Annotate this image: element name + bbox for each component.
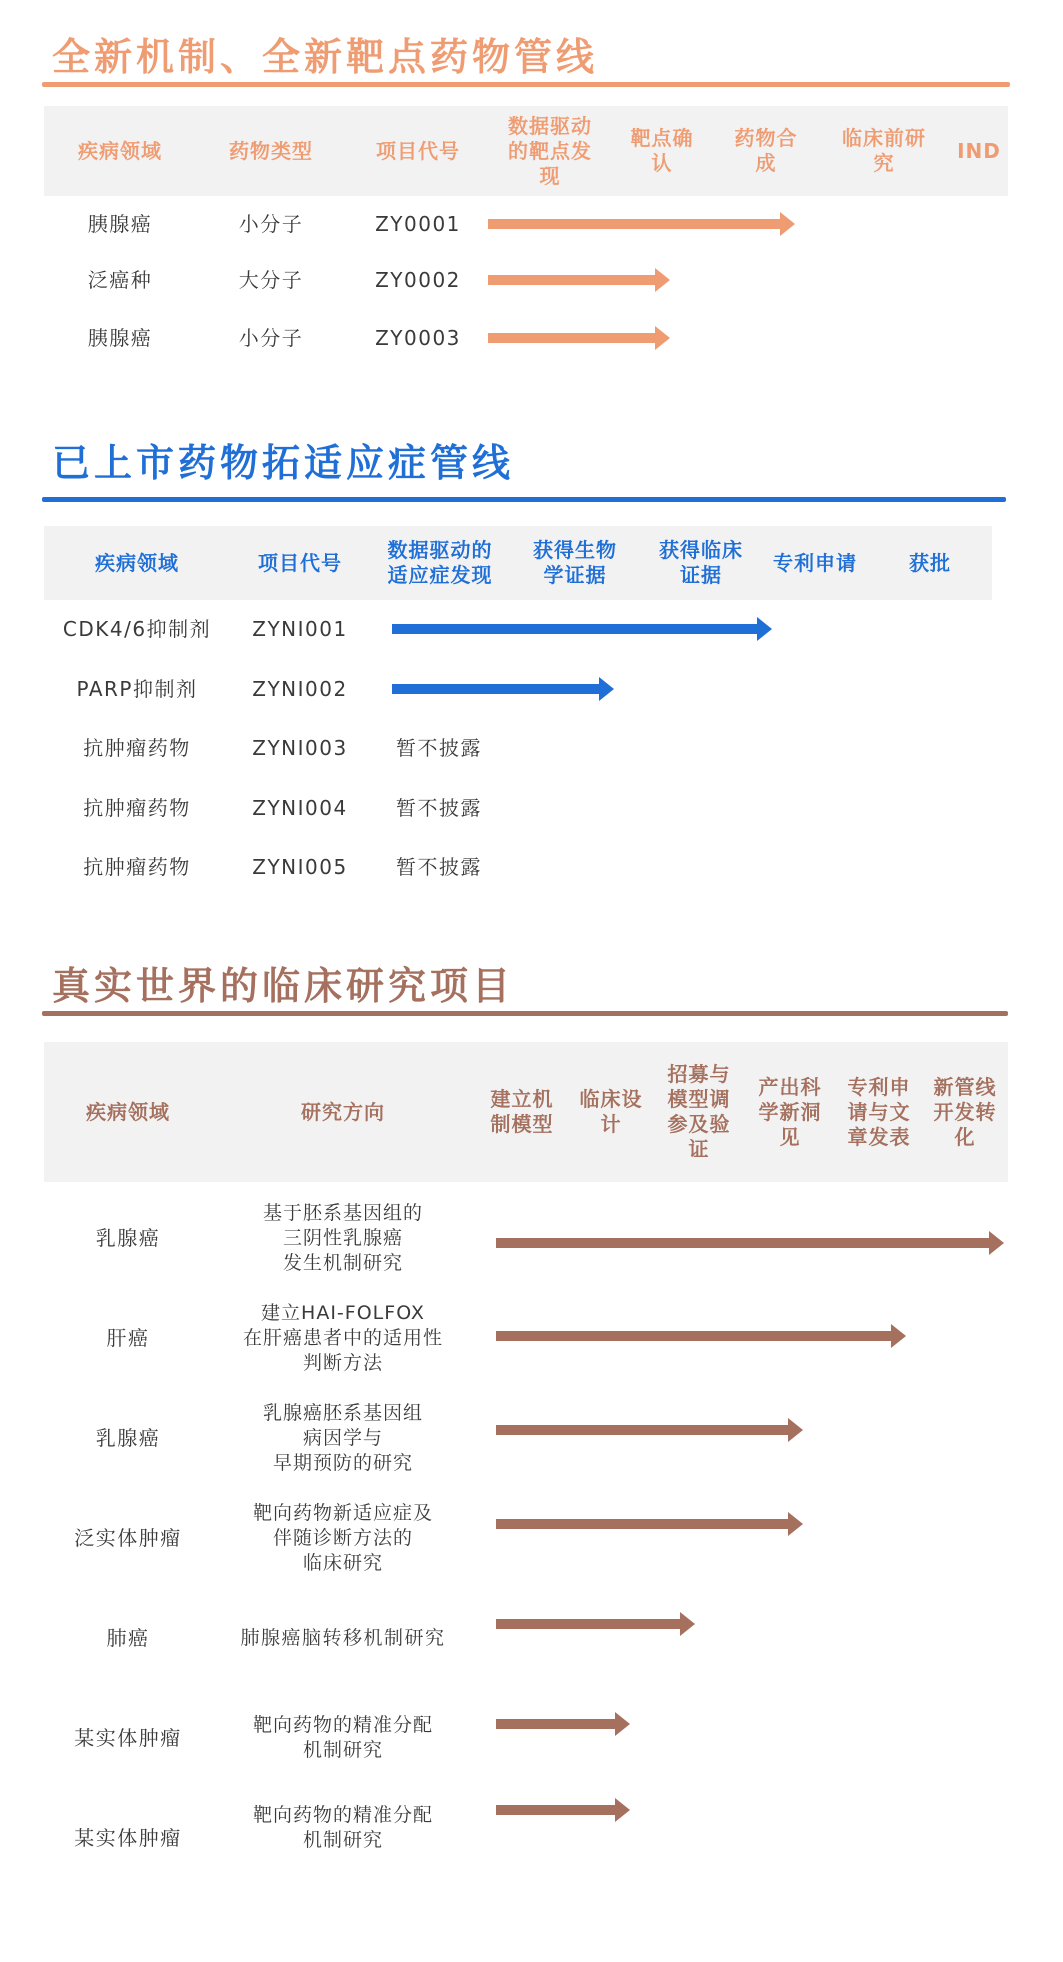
section3-header-1: 研究方向: [301, 1099, 385, 1124]
section2-row3-area: 抗肿瘤药物: [83, 795, 191, 820]
section1-row2-code: ZY0003: [375, 325, 461, 350]
section3-row2-area: 乳腺癌: [95, 1425, 161, 1450]
section1-row0-area: 胰腺癌: [87, 211, 153, 236]
section3-row1-area: 肝癌: [106, 1325, 150, 1350]
section2-row1-area: PARP抑制剂: [76, 676, 198, 701]
section3-header-7: 新管线 开发转 化: [933, 1074, 997, 1149]
section1-row2-type: 小分子: [238, 325, 304, 350]
section1-header-4: 靶点确 认: [630, 126, 694, 175]
section3-row1-direction: 建立HAI-FOLFOX 在肝癌患者中的适用性 判断方法: [242, 1301, 443, 1374]
section1-row0-type: 小分子: [238, 211, 304, 236]
section1-row1-area: 泛癌种: [87, 267, 153, 292]
section1-title: 全新机制、全新靶点药物管线: [52, 35, 599, 79]
section3-row4-direction: 肺腺癌脑转移机制研究: [240, 1626, 446, 1649]
section2-row2-code: ZYNI003: [252, 735, 348, 760]
section2-row0-area: CDK4/6抑制剂: [62, 616, 212, 641]
section2-header-2: 数据驱动的 适应症发现: [387, 538, 493, 587]
section1-header-7: IND: [957, 138, 1001, 163]
section1-row1-type: 大分子: [238, 267, 304, 292]
section3-header-0: 疾病领域: [86, 1099, 170, 1124]
section1-row2-area: 胰腺癌: [87, 325, 153, 350]
section1-row2-progress-arrow: [488, 326, 670, 350]
section2-title: 已上市药物拓适应症管线: [52, 441, 515, 485]
section2-row2-status: 暂不披露: [396, 735, 482, 760]
section3-row5-progress-arrow: [496, 1712, 630, 1736]
section3-row5-direction: 靶向药物的精准分配 机制研究: [252, 1714, 433, 1761]
section1-header-6: 临床前研 究: [842, 126, 926, 175]
section3-row6-progress-arrow: [496, 1798, 630, 1822]
section3-header-3: 临床设 计: [579, 1087, 643, 1136]
section3-header-4: 招募与 模型调 参及验 证: [667, 1062, 731, 1161]
section3-header-5: 产出科 学新洞 见: [758, 1074, 822, 1149]
section2-row1-code: ZYNI002: [252, 676, 348, 701]
section3-row0-direction: 基于胚系基因组的 三阴性乳腺癌 发生机制研究: [262, 1201, 423, 1274]
section3-header-6: 专利申 请与文 章发表: [847, 1074, 911, 1149]
section1-header-5: 药物合 成: [734, 126, 798, 175]
section2-row3-status: 暂不披露: [396, 795, 482, 820]
section1-row0-progress-arrow: [488, 212, 795, 236]
section2-header-1: 项目代号: [258, 550, 342, 575]
section3-row2-progress-arrow: [496, 1418, 803, 1442]
section1-header-1: 药物类型: [229, 138, 313, 163]
section3-row6-area: 某实体肿瘤: [74, 1825, 182, 1850]
section2-row0-code: ZYNI001: [252, 616, 348, 641]
section2-row1-progress-arrow: [392, 677, 614, 701]
section2-header-6: 获批: [909, 550, 951, 575]
section3-title: 真实世界的临床研究项目: [52, 964, 515, 1008]
section2-row2-area: 抗肿瘤药物: [83, 735, 191, 760]
section3-row0-progress-arrow: [496, 1231, 1004, 1255]
section2-row4-code: ZYNI005: [252, 854, 348, 879]
section3-row3-direction: 靶向药物新适应症及 伴随诊断方法的 临床研究: [252, 1501, 433, 1574]
section3-row4-area: 肺癌: [106, 1625, 150, 1650]
section3-row4-progress-arrow: [496, 1612, 695, 1636]
section3-row0-area: 乳腺癌: [95, 1225, 161, 1250]
section2-row3-code: ZYNI004: [252, 795, 348, 820]
section1-header-2: 项目代号: [376, 138, 460, 163]
section3-header-2: 建立机 制模型: [490, 1087, 554, 1136]
section2-header-3: 获得生物 学证据: [533, 538, 617, 587]
section2-header-4: 获得临床 证据: [659, 538, 743, 587]
section3-row3-area: 泛实体肿瘤: [74, 1525, 182, 1550]
section2-divider: [42, 497, 1006, 502]
section1-row1-progress-arrow: [488, 268, 670, 292]
section1-row1-code: ZY0002: [375, 267, 461, 292]
section2-header-5: 专利申请: [773, 550, 857, 575]
section3-row5-area: 某实体肿瘤: [74, 1725, 182, 1750]
section1-header-3: 数据驱动 的靶点发 现: [508, 113, 592, 188]
section2-row4-status: 暂不披露: [396, 854, 482, 879]
section3-row1-progress-arrow: [496, 1324, 906, 1348]
section3-row6-direction: 靶向药物的精准分配 机制研究: [252, 1804, 433, 1851]
section1-row0-code: ZY0001: [375, 211, 461, 236]
section3-row3-progress-arrow: [496, 1512, 803, 1536]
section3-divider: [42, 1011, 1008, 1016]
section2-row4-area: 抗肿瘤药物: [83, 854, 191, 879]
section3-row2-direction: 乳腺癌胚系基因组 病因学与 早期预防的研究: [262, 1401, 423, 1474]
section2-row0-progress-arrow: [392, 617, 772, 641]
section2-header-0: 疾病领域: [95, 550, 179, 575]
section1-header-0: 疾病领域: [78, 138, 162, 163]
section1-divider: [42, 82, 1010, 87]
